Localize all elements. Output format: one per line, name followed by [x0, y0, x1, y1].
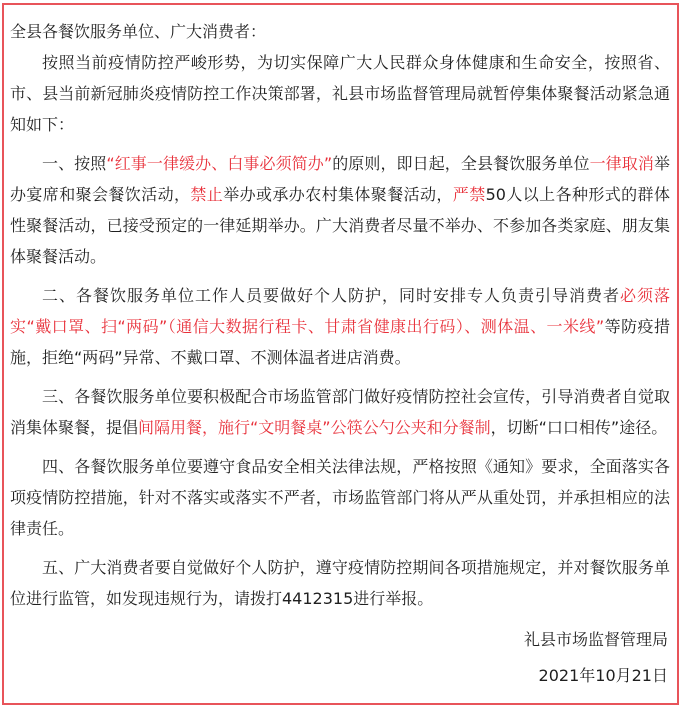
highlight-text: “红事一律缓办、白事必须简办” [106, 154, 333, 173]
body-text: 的原则，即日起，全县餐饮服务单位 [332, 154, 590, 173]
salutation: 全县各餐饮服务单位、广大消费者： [10, 22, 267, 41]
signature-org: 礼县市场监督管理局 [523, 630, 668, 649]
body-text: 四、各餐饮服务单位要遵守食品安全相关法律法规，严格按照《通知》要求，全面落实各项疫情防控措施，针对不落实或落实不严者，市场监管部门将从严从重处罚，并承担相应的法律责任。 [10, 457, 670, 538]
body-text: 一、按照 [42, 154, 107, 173]
notice-items [10, 148, 670, 614]
highlight-text: 间隔用餐，施行“文明餐桌”公筷公勺公夹和分餐制 [138, 418, 491, 437]
notice-item-1 [10, 148, 670, 272]
notice-item-2 [10, 280, 670, 373]
body-text: 五、广大消费者要自觉做好个人防护，遵守疫情防控期间各项措施规定，并对餐饮服务单位进行监管，如发现违规行为，请拨打4412315进行举报。 [10, 558, 670, 608]
notice-item-5 [10, 552, 670, 614]
body-text: 三、各餐饮服务单位要积极配合市场监管部门做好疫情防控社会宣传，引导消费者自觉取消集体聚餐，提倡 [10, 387, 670, 437]
signature-block [10, 622, 670, 694]
highlight-text: “戴口罩、扫“两码”（通信大数据行程卡、甘肃省健康出行码）、测体温、一米线” [26, 317, 605, 336]
body-text: 50人以上各种形式的群体性聚餐活动，已接受预定的一律延期举办。广大消费者尽量不举办、不参加各类家庭、朋友集体聚餐活动。 [10, 185, 670, 266]
signature-date: 2021年10月21日 [538, 666, 668, 685]
body-text: 举办或承办农村集体聚餐活动， [223, 185, 453, 204]
highlight-text: 禁止 [190, 185, 224, 204]
body-text: ，切断“口口相传”途径。 [490, 418, 668, 437]
body-text: 二、各餐饮服务单位工作人员要做好个人防护，同时安排专人负责引导消费者 [42, 286, 620, 305]
body-text: 举办宴席和聚会餐饮活动， [10, 154, 670, 204]
notice-body [10, 16, 670, 694]
body-text: 等防疫措施，拒绝“两码”异常、不戴口罩、不测体温者进店消费。 [10, 317, 670, 367]
highlight-text: 必须落实 [10, 286, 670, 336]
highlight-text: 一律取消 [589, 154, 654, 173]
intro-paragraph: 按照当前疫情防控严峻形势，为切实保障广大人民群众身体健康和生命安全，按照省、市、县当前新冠肺炎疫情防控工作决策部署，礼县市场监督管理局就暂停集体聚餐活动紧急通知如下： [10, 53, 670, 134]
notice-item-3 [10, 381, 670, 443]
highlight-text: 严禁 [452, 185, 486, 204]
notice-item-4 [10, 451, 670, 544]
